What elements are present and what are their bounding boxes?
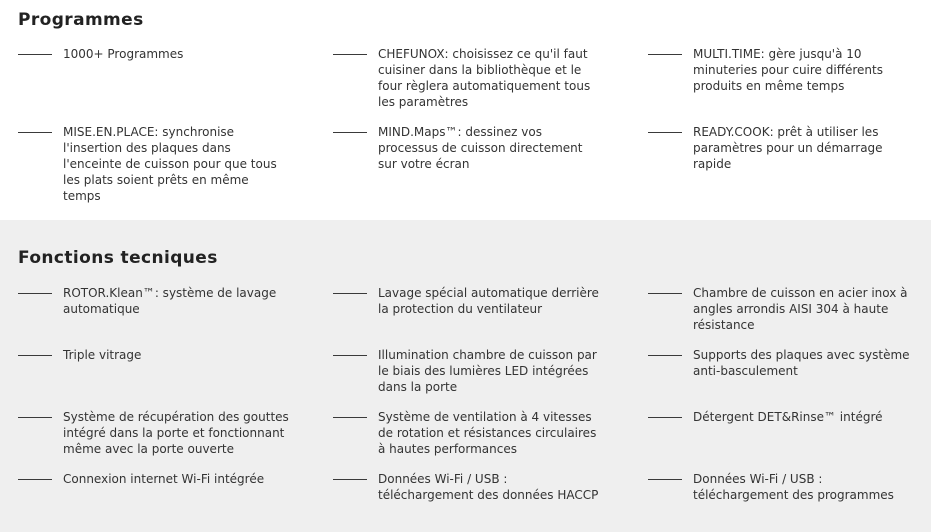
dash-icon xyxy=(648,54,682,55)
list-item xyxy=(648,347,931,395)
list-item xyxy=(18,471,333,503)
list-item-text: Lavage spécial automatique derrière la protection du ventilateur xyxy=(378,286,599,316)
dash-icon xyxy=(18,54,52,55)
fonctions-section xyxy=(0,220,931,532)
dash-icon xyxy=(333,54,367,55)
fonctions-title: Fonctions tecniques xyxy=(18,248,218,268)
list-item-text: Système de ventilation à 4 vitesses de rotation et résistances circulaires à hautes performances xyxy=(378,410,597,456)
dash-icon xyxy=(18,355,52,356)
list-item xyxy=(333,347,648,395)
list-item xyxy=(648,285,931,333)
list-item-text: MIND.Maps™: dessinez vos processus de cuisson directement sur votre écran xyxy=(378,125,583,171)
dash-icon xyxy=(648,417,682,418)
list-item xyxy=(18,409,333,457)
list-item-text: CHEFUNOX: choisissez ce qu'il faut cuisiner dans la bibliothèque et le four règlera automatiquement tous les paramètres xyxy=(378,47,591,109)
dash-icon xyxy=(648,355,682,356)
list-item xyxy=(18,347,333,395)
list-item-text: Données Wi-Fi / USB : téléchargement des données HACCP xyxy=(378,472,599,502)
fonctions-list xyxy=(18,285,931,503)
list-item-text: Détergent DET&Rinse™ intégré xyxy=(693,410,883,424)
list-item xyxy=(333,471,648,503)
list-item xyxy=(648,46,931,110)
list-item xyxy=(333,46,648,110)
list-item-text: Connexion internet Wi-Fi intégrée xyxy=(63,472,265,486)
programmes-title: Programmes xyxy=(18,10,144,30)
dash-icon xyxy=(333,132,367,133)
dash-icon xyxy=(18,479,52,480)
list-item xyxy=(648,124,931,204)
dash-icon xyxy=(648,132,682,133)
list-item-text: 1000+ Programmes xyxy=(63,47,184,61)
list-item-text: Données Wi-Fi / USB : téléchargement des programmes xyxy=(693,472,894,502)
dash-icon xyxy=(18,132,52,133)
list-item-text: MULTI.TIME: gère jusqu'à 10 minuteries pour cuire différents produits en même temps xyxy=(693,47,883,93)
list-item-text: Système de récupération des gouttes intégré dans la porte et fonctionnant même avec la porte ouverte xyxy=(63,410,289,456)
list-item-text: READY.COOK: prêt à utiliser les paramètres pour un démarrage rapide xyxy=(693,125,883,171)
list-item-text: ROTOR.Klean™: système de lavage automatique xyxy=(63,286,277,316)
list-item xyxy=(648,409,931,457)
list-item-text: Triple vitrage xyxy=(63,348,142,362)
programmes-list xyxy=(18,46,931,204)
dash-icon xyxy=(333,417,367,418)
dash-icon xyxy=(648,293,682,294)
list-item xyxy=(333,285,648,333)
list-item-text: Chambre de cuisson en acier inox à angles arrondis AISI 304 à haute résistance xyxy=(693,286,908,332)
list-item xyxy=(333,409,648,457)
programmes-section xyxy=(0,0,931,220)
list-item-text: Supports des plaques avec système anti-basculement xyxy=(693,348,910,378)
dash-icon xyxy=(648,479,682,480)
list-item-text: MISE.EN.PLACE: synchronise l'insertion des plaques dans l'enceinte de cuisson pour que tous les plats soient prêts en même temps xyxy=(63,125,277,203)
list-item xyxy=(648,471,931,503)
dash-icon xyxy=(333,355,367,356)
dash-icon xyxy=(333,293,367,294)
dash-icon xyxy=(18,293,52,294)
dash-icon xyxy=(333,479,367,480)
list-item xyxy=(18,285,333,333)
list-item xyxy=(333,124,648,204)
list-item xyxy=(18,46,333,110)
list-item-text: Illumination chambre de cuisson par le biais des lumières LED intégrées dans la porte xyxy=(378,348,597,394)
list-item xyxy=(18,124,333,204)
dash-icon xyxy=(18,417,52,418)
